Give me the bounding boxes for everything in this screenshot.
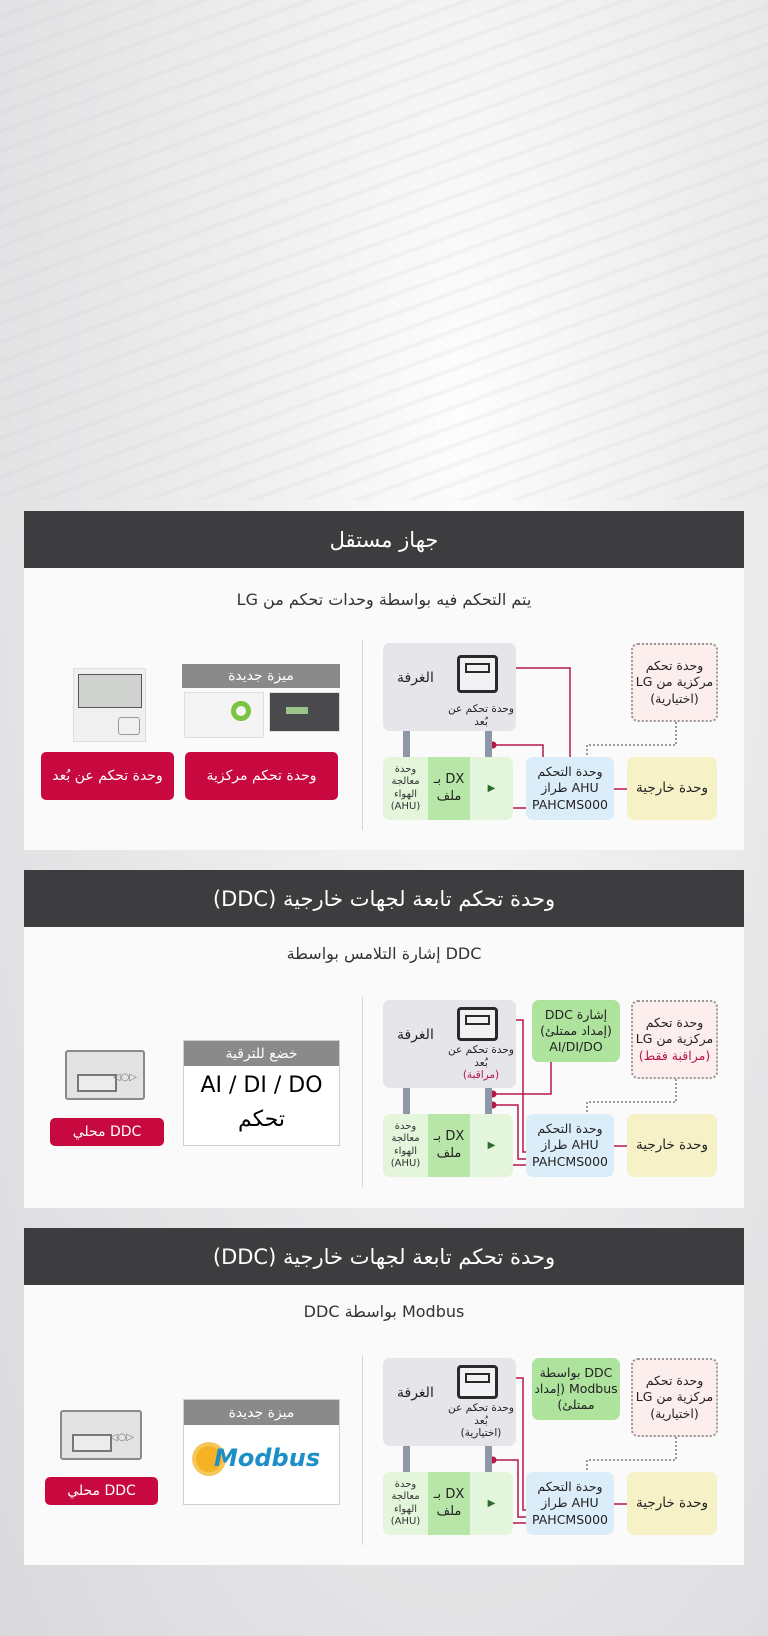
room-box — [383, 1000, 516, 1088]
diagram — [362, 987, 732, 1182]
central-controller-screen-image — [184, 692, 264, 738]
upgrade-box — [183, 1040, 340, 1146]
dx-coil-label: DX بـ ملف — [428, 1114, 470, 1177]
ahu-box — [383, 757, 513, 820]
pipe — [485, 731, 492, 758]
section-title: جهاز مستقل — [24, 511, 744, 568]
section-title: وحدة تحكم تابعة لجهات خارجية (DDC) — [24, 1228, 744, 1285]
remote-note: (اختيارية) — [460, 1427, 502, 1439]
ddc-device-image: ◁○▷ — [60, 1410, 142, 1460]
central-note: (اختيارية) — [650, 690, 699, 706]
room-label: الغرفة — [397, 1027, 434, 1043]
remote-label: وحدة تحكم عن بُعد — [448, 1044, 514, 1069]
new-feature-label: ميزة جديدة — [182, 664, 340, 688]
remote-controller-icon — [457, 1365, 498, 1399]
modbus-box — [183, 1399, 340, 1505]
central-controller-device-image — [269, 692, 340, 732]
section-subtitle: DDC إشارة التلامس بواسطة — [286, 944, 482, 963]
central-label: وحدة تحكم مركزية من LG — [635, 1373, 714, 1405]
section-subtitle: يتم التحكم فيه بواسطة وحدات تحكم من LG — [236, 590, 532, 609]
ddc-signal-box: إشارة DDC (إمداد ممتلئ) AI/DI/DO — [532, 1000, 620, 1062]
central-note: (اختيارية) — [650, 1405, 699, 1421]
modbus-logo: Modbus — [214, 1444, 321, 1472]
room-box — [383, 1358, 516, 1446]
control-label: تحكم — [237, 1107, 286, 1132]
pipe — [485, 1446, 492, 1473]
ahu-label: وحدة معالجة الهواء (AHU) — [390, 1120, 421, 1169]
central-controller-box — [631, 1000, 718, 1079]
pipe — [485, 1088, 492, 1115]
section-subtitle: Modbus بواسطة DDC — [303, 1302, 465, 1321]
new-feature-label: ميزة جديدة — [184, 1400, 339, 1425]
central-controller-button[interactable]: وحدة تحكم مركزية — [185, 752, 338, 800]
outdoor-unit-box: وحدة خارجية — [627, 1472, 717, 1535]
io-label: AI / DI / DO — [200, 1073, 323, 1098]
fan-arrow-icon: ▶ — [487, 1498, 496, 1509]
central-controller-box — [631, 643, 718, 722]
fan-arrow-icon: ▶ — [487, 783, 496, 794]
ddc-modbus-box: DDC بواسطة Modbus (إمداد ممتلئ) — [532, 1358, 620, 1420]
remote-controller-icon — [457, 655, 498, 693]
remote-controller-button[interactable]: وحدة تحكم عن بُعد — [41, 752, 174, 800]
pipe — [403, 731, 410, 758]
fan-arrow-icon: ▶ — [487, 1140, 496, 1151]
dx-coil-label: DX بـ ملف — [428, 757, 470, 820]
remote-controller-icon — [457, 1007, 498, 1041]
background-pattern — [0, 0, 768, 500]
local-ddc-button[interactable]: DDC محلي — [50, 1118, 164, 1146]
ahu-label: وحدة معالجة الهواء (AHU) — [390, 1478, 421, 1527]
upgrade-label: خضع للترقية — [184, 1041, 339, 1066]
diagram — [362, 1345, 732, 1540]
section-title: وحدة تحكم تابعة لجهات خارجية (DDC) — [24, 870, 744, 927]
ddc-device-image: ◁○▷ — [65, 1050, 145, 1100]
ahu-box — [383, 1114, 513, 1177]
ahu-control-box: وحدة التحكم AHU طراز PAHCMS000 — [526, 1114, 614, 1177]
room-label: الغرفة — [397, 1385, 434, 1401]
pipe — [403, 1088, 410, 1115]
outdoor-unit-box: وحدة خارجية — [627, 1114, 717, 1177]
pipe — [403, 1446, 410, 1473]
central-label: وحدة تحكم مركزية من LG — [635, 658, 714, 690]
remote-label: وحدة تحكم عن بُعد — [448, 1402, 514, 1427]
diagram — [362, 630, 732, 825]
central-note: (مراقبة فقط) — [638, 1047, 711, 1063]
outdoor-unit-box: وحدة خارجية — [627, 757, 717, 820]
ahu-control-box: وحدة التحكم AHU طراز PAHCMS000 — [526, 1472, 614, 1535]
central-label: وحدة تحكم مركزية من LG — [635, 1015, 714, 1047]
remote-controller-image — [73, 668, 146, 742]
room-label: الغرفة — [397, 670, 434, 686]
dx-coil-label: DX بـ ملف — [428, 1472, 470, 1535]
remote-label: وحدة تحكم عن بُعد — [448, 703, 514, 729]
room-box — [383, 643, 516, 731]
local-ddc-button[interactable]: DDC محلي — [45, 1477, 158, 1505]
ahu-label: وحدة معالجة الهواء (AHU) — [390, 763, 421, 812]
ahu-box — [383, 1472, 513, 1535]
central-controller-box — [631, 1358, 718, 1437]
ahu-control-box: وحدة التحكم AHU طراز PAHCMS000 — [526, 757, 614, 820]
remote-note: (مراقبة) — [462, 1069, 500, 1081]
